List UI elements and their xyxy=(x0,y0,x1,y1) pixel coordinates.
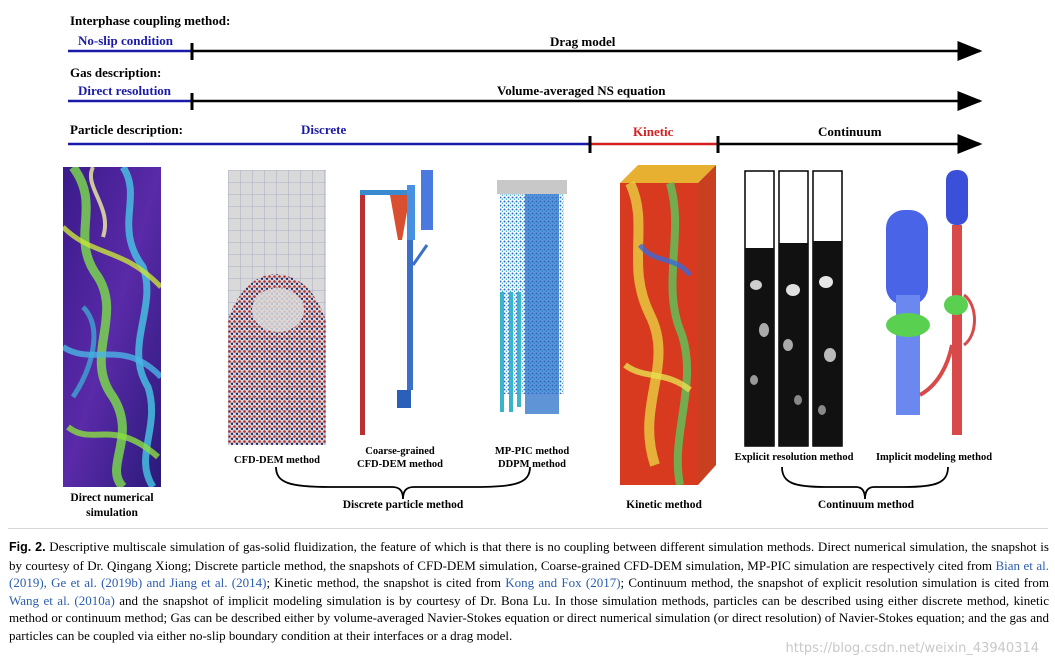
discrete-group-brace xyxy=(276,467,530,499)
caption-separator xyxy=(8,528,1048,529)
implicit-modeling-label: Implicit modeling method xyxy=(875,452,993,463)
coupling-left-label: No-slip condition xyxy=(78,33,173,48)
cfd-dem-label: CFD-DEM method xyxy=(233,455,321,466)
explicit-resolution-snapshot-image xyxy=(744,170,844,447)
discrete-group-label: Discrete particle method xyxy=(342,499,464,511)
gas-right-label: Volume-averaged NS equation xyxy=(497,83,666,98)
caption-text-2: ; Kinetic method, the snapshot is cited from xyxy=(266,575,506,591)
caption-label: Fig. 2. xyxy=(9,540,46,554)
mp-pic-label-line2: DDPM method xyxy=(498,459,566,470)
caption-text-4: and the snapshot of implicit modeling simulation is by courtesy of Dr. Bona Lu. In those simulation methods, particles can be described using either discrete method, kinetic method or continuum method; Gas can be described either by volume-averaged Navier-Stokes equation or direct numerical simulation (or direct resolution) of Navier-Stokes equation; and the gas and particles can be coupled via either no-slip boundary condition at their interfaces or a drag model. xyxy=(9,592,1049,643)
explicit-resolution-label: Explicit resolution method xyxy=(734,452,854,463)
kinetic-snapshot-image xyxy=(620,165,716,485)
dns-label: Direct numerical simulation xyxy=(70,492,154,519)
coarse-grained-label-line2: CFD-DEM method xyxy=(356,459,444,470)
kinetic-label: Kinetic method xyxy=(626,499,702,511)
caption-text-3: ; Continuum method, the snapshot of explicit resolution simulation is cited from xyxy=(620,575,1049,591)
caption-text-1: Descriptive multiscale simulation of gas-solid fluidization, the feature of which is that there is no coupling between different simulation methods. Direct numerical simulation, the snapshot is by courtesy of Dr. Qingang Xiong; Discrete particle method, the snapshots of CFD-DEM simulation, Coarse-grained CFD-DEM simulation, MP-PIC simulation are respectively cited from xyxy=(9,539,1049,573)
particle-kinetic-label: Kinetic xyxy=(633,124,674,139)
coarse-grained-label-line1: Coarse-grained xyxy=(365,446,435,457)
gas-row-label: Gas description: xyxy=(70,65,162,80)
particle-discrete-label: Discrete xyxy=(301,122,347,137)
coupling-row-label: Interphase coupling method: xyxy=(70,13,231,28)
continuum-group-label: Continuum method xyxy=(817,499,915,511)
implicit-modeling-snapshot-image xyxy=(878,165,988,445)
citation-link-3[interactable]: Wang et al. (2010a) xyxy=(9,592,115,608)
gas-left-label: Direct resolution xyxy=(78,83,172,98)
continuum-group-brace xyxy=(782,467,948,499)
particle-row-label: Particle description: xyxy=(70,122,183,137)
coarse-grained-snapshot-image xyxy=(355,165,445,435)
mp-pic-label-line1: MP-PIC method xyxy=(494,446,570,457)
watermark: https://blog.csdn.net/weixin_43940314 xyxy=(785,641,1039,656)
cfd-dem-snapshot-image xyxy=(228,170,326,445)
mp-pic-snapshot-image xyxy=(495,172,570,422)
figure-caption xyxy=(9,538,1049,645)
particle-continuum-label: Continuum xyxy=(818,124,882,139)
coupling-right-label: Drag model xyxy=(550,34,616,49)
citation-link-1[interactable]: Bian et al. (2019), Ge et al. (2019b) and Jiang et al. (2014) xyxy=(9,557,1049,591)
dns-snapshot-image xyxy=(63,167,161,487)
citation-link-2[interactable]: Kong and Fox (2017) xyxy=(505,575,621,591)
